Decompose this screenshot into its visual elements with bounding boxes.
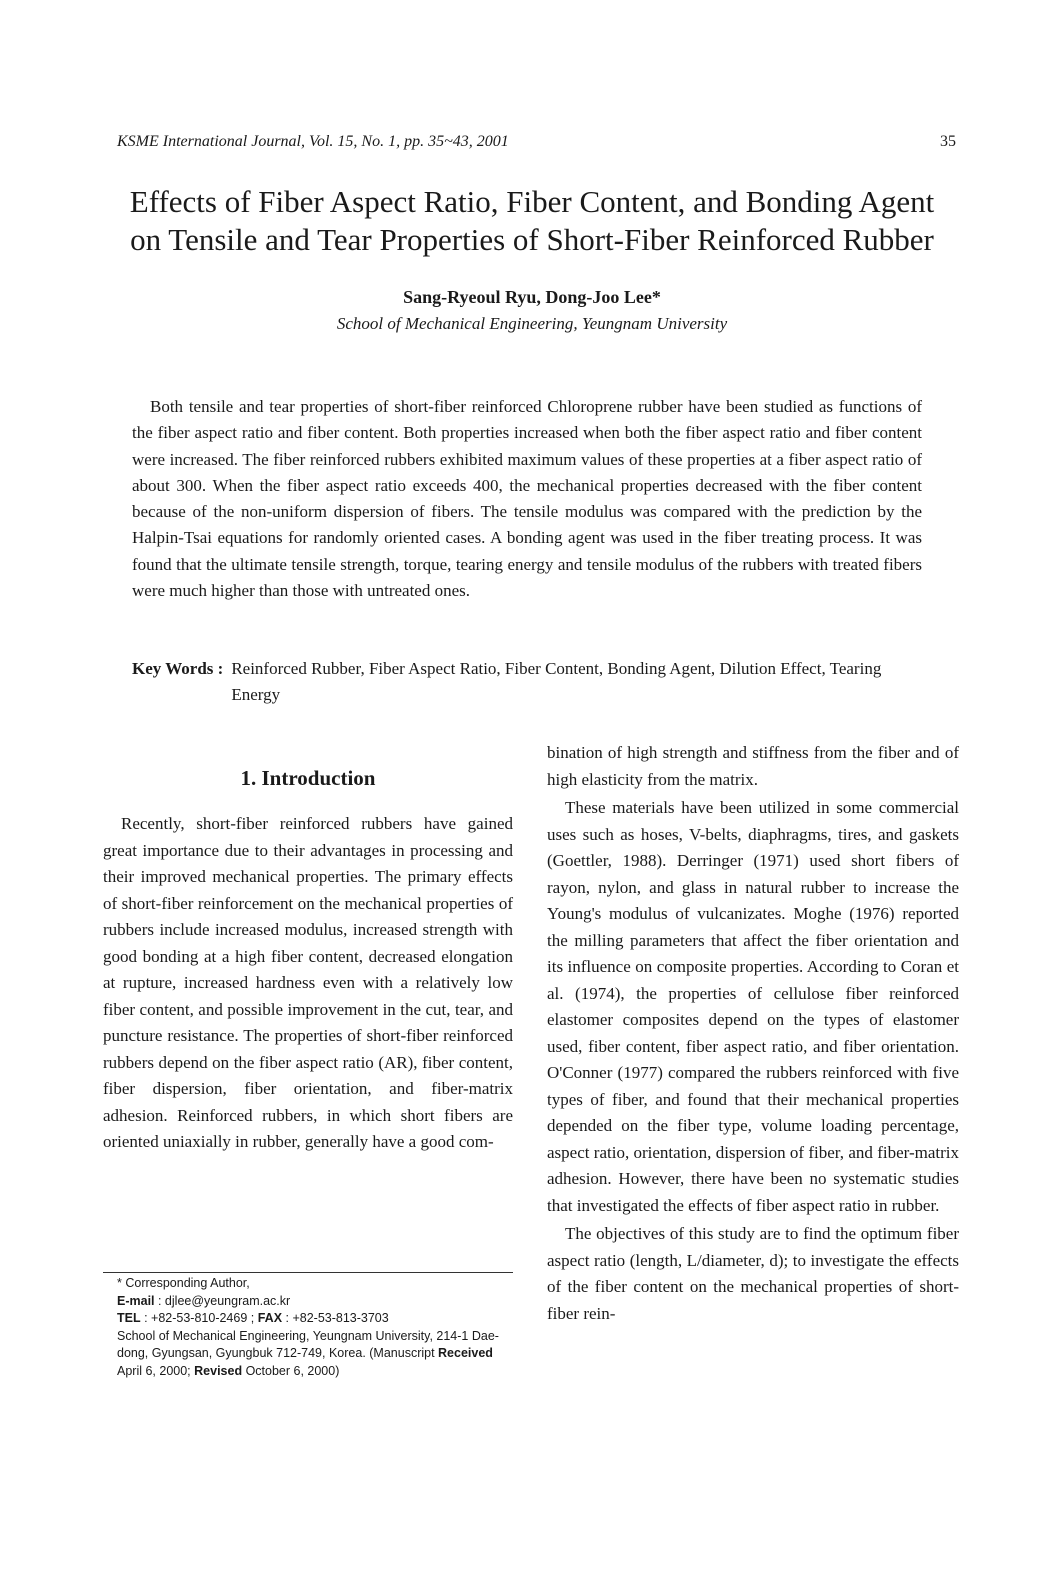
title-line-1: Effects of Fiber Aspect Ratio, Fiber Content, and Bonding Agent bbox=[129, 184, 935, 219]
keywords bbox=[132, 656, 922, 708]
fax-value: : +82-53-813-3703 bbox=[282, 1311, 389, 1325]
authors: Sang-Ryeoul Ryu, Dong-Joo Lee* bbox=[403, 287, 661, 307]
revised-label: Revised bbox=[194, 1363, 243, 1378]
title-line-2: on Tensile and Tear Properties of Short-Fiber Reinforced Rubber bbox=[130, 222, 934, 257]
intro-paragraph-2: These materials have been utilized in some commercial uses such as hoses, V-belts, diaphragms, tires, and gaskets (Goettler, 1988). Derringer (1971) used short fibers of rayon, nylon, and glass in natural rubber to increase the Young's modulus of vulcanizates. Moghe (1976) reported the milling parameters that affect the fiber orientation and its influence on composite properties. According to Coran et al. (1974), the properties of cellulose fiber reinforced elastomer composites depend on the types of elastomer used, fiber content, fiber aspect ratio, and fiber orientation. O'Conner (1977) compared the rubbers reinforced with five types of fiber, and found that their mechanical properties depended on the fiber type, volume loading percentage, aspect ratio, orientation, dispersion of fiber, and fiber-matrix adhesion. However, there have been no systematic studies that investigated the effects of fiber aspect ratio in rubber. bbox=[547, 798, 959, 1215]
intro-paragraph-1: Recently, short-fiber reinforced rubbers have gained great importance due to their advantages in processing and their improved mechanical properties. The primary effects of short-fiber reinforcement on the mechanical properties of rubbers include increased modulus, increased strength with good bonding at a high fiber content, decreased elongation at rupture, increased hardness even with a relatively low fiber content, and possible improvement in the cut, tear, and puncture resistance. The properties of short-fiber reinforced rubbers depend on the fiber aspect ratio (AR), fiber content, fiber dispersion, fiber orientation, and fiber-matrix adhesion. Reinforced rubbers, in which short fibers are oriented uniaxially in rubber, generally have a good com- bbox=[103, 814, 513, 1151]
received-value: April 6, 2000; bbox=[117, 1363, 195, 1378]
left-column bbox=[103, 766, 513, 1156]
revised-value: October 6, 2000) bbox=[242, 1363, 340, 1378]
email-value: : djlee@yeungram.ac.kr bbox=[154, 1293, 291, 1308]
intro-paragraph-3: The objectives of this study are to find the optimum fiber aspect ratio (length, L/diameter, d); to investigate the effects of the fiber content on the mechanical properties of short-fiber rein- bbox=[547, 1224, 959, 1323]
tel-value: : +82-53-810-2469 ; bbox=[140, 1311, 258, 1325]
fax-label: FAX bbox=[257, 1311, 283, 1325]
email-label: E-mail bbox=[117, 1293, 155, 1308]
running-head bbox=[117, 133, 956, 151]
abstract: Both tensile and tear properties of short-fiber reinforced Chloroprene rubber have been studied as functions of the fiber aspect ratio and fiber content. Both properties increased when both the fiber aspect ratio and fiber content were increased. The fiber reinforced rubbers exhibited maximum values of these properties at a fiber aspect ratio of about 300. When the fiber aspect ratio exceeds 400, the mechanical properties decreased with the fiber content because of the non-uniform dispersion of fibers. The tensile modulus was compared with the prediction by the Halpin-Tsai equations for randomly oriented cases. A bonding agent was used in the fiber treating process. It was found that the ultimate tensile strength, torque, tearing energy and tensile modulus of the rubbers with treated fibers were much higher than those with untreated ones. bbox=[132, 397, 922, 601]
email-row bbox=[117, 1293, 513, 1311]
footnote-rule bbox=[103, 1272, 513, 1273]
footnote bbox=[117, 1275, 513, 1380]
page-number: 35 bbox=[940, 133, 956, 150]
address-text: School of Mechanical Engineering, Yeungnam University, 214-1 Dae-dong, Gyungsan, Gyungbuk 712-749, Korea. (Manuscript bbox=[117, 1328, 499, 1360]
address-row bbox=[117, 1328, 513, 1381]
tel-label: TEL bbox=[117, 1311, 141, 1325]
affiliation: School of Mechanical Engineering, Yeungnam University bbox=[336, 314, 728, 333]
section-heading: 1. Introduction bbox=[240, 766, 376, 790]
keywords-text: Reinforced Rubber, Fiber Aspect Ratio, Fiber Content, Bonding Agent, Dilution Effect, Tearing Energy bbox=[231, 659, 882, 704]
intro-paragraph-1-continued: bination of high strength and stiffness from the fiber and of high elasticity from the matrix. bbox=[547, 743, 959, 789]
received-label: Received bbox=[438, 1346, 493, 1360]
keywords-label: Key Words : bbox=[132, 659, 224, 678]
phone-row bbox=[117, 1310, 513, 1328]
corresponding-author: * Corresponding Author, bbox=[117, 1276, 250, 1290]
paper-title bbox=[60, 183, 1004, 259]
right-column bbox=[547, 740, 959, 1327]
journal-citation: KSME International Journal, Vol. 15, No. 1, pp. 35~43, 2001 bbox=[117, 133, 509, 150]
